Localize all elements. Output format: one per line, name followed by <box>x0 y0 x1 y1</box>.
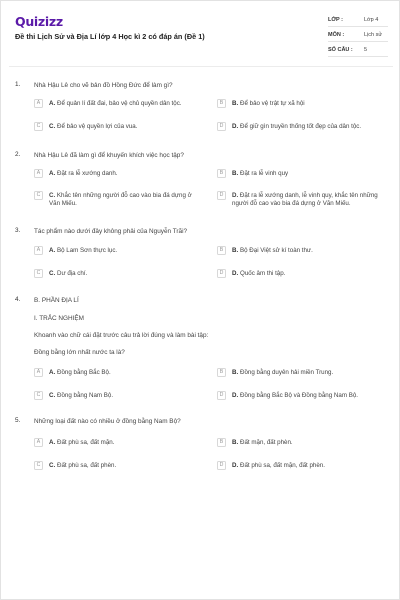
option-text: Đất phù sa, đất mặn. <box>57 439 115 446</box>
option-letter: A. <box>49 100 56 107</box>
option-box: A <box>34 438 43 447</box>
instruction-text: Khoanh vào chữ cái đặt trước câu trả lời đúng và làm bài tập: <box>34 332 209 339</box>
option-letter: D. <box>232 270 239 277</box>
option-letter: A. <box>49 369 56 376</box>
option-text: Bộ Đại Việt sử kí toàn thư. <box>240 247 313 254</box>
option-text-body: Khắc tên những người đỗ cao vào bia đá dựng ở Văn Miếu. <box>49 192 192 207</box>
option-letter: A. <box>49 170 56 177</box>
meta-count-line <box>328 56 388 57</box>
worksheet-title: Đề thi Lịch Sử và Địa Lí lớp 4 Học kì 2 có đáp án (Đề 1) <box>15 32 205 41</box>
option-box: B <box>217 246 226 255</box>
question-text: Những loại đất nào có nhiều ở đồng bằng Nam Bộ? <box>34 418 181 425</box>
section-subheading: I. TRẮC NGHIỆM <box>34 315 84 322</box>
question-number: 1. <box>15 81 21 88</box>
meta-subject-label: MÔN : <box>328 32 345 38</box>
option-letter: A. <box>49 439 56 446</box>
option-box: D <box>217 461 226 470</box>
option-box: B <box>217 368 226 377</box>
question-number: 5. <box>15 417 21 424</box>
option-text: Để quản lí đất đai, bảo vệ chủ quyền dân tộc. <box>57 100 182 107</box>
option-letter: D. <box>232 462 239 469</box>
option-text <box>49 192 199 208</box>
section-heading: B. PHẦN ĐỊA LÍ <box>34 297 79 304</box>
option-text: Dư địa chí. <box>57 270 88 277</box>
option-box: C <box>34 461 43 470</box>
option-letter: B. <box>232 439 239 446</box>
option-text: Đất phù sa, đất phèn. <box>57 462 117 469</box>
header-divider <box>9 66 393 67</box>
meta-class-value: Lớp 4 <box>364 17 379 23</box>
option-letter: B. <box>232 247 239 254</box>
option-box: B <box>217 169 226 178</box>
option-text: Đất phù sa, đất mặn, đất phèn. <box>240 462 325 469</box>
option-text: Đồng bằng Bắc Bộ và Đồng bằng Nam Bộ. <box>240 392 358 399</box>
option-text: Quốc âm thi tập. <box>240 270 286 277</box>
option-text: Đất mặn, đất phèn. <box>240 439 293 446</box>
quizizz-logo: Quizizz <box>15 14 63 29</box>
option-box: C <box>34 191 43 200</box>
meta-count-value: 5 <box>364 47 368 53</box>
option-letter: B. <box>232 100 239 107</box>
option-text: Đặt ra lễ vinh quy <box>240 170 289 177</box>
option-box: A <box>34 99 43 108</box>
option-box: D <box>217 391 226 400</box>
question-number: 3. <box>15 227 21 234</box>
option-text-body: Đặt ra lễ xướng danh, lễ vinh quy, khắc tên những người đỗ cao vào bia đá dựng ở Văn Miếu. <box>232 192 378 207</box>
meta-class-label: LỚP : <box>328 17 343 23</box>
option-text <box>232 192 392 208</box>
option-box: C <box>34 269 43 278</box>
option-box: D <box>217 191 226 200</box>
option-letter: A. <box>49 247 56 254</box>
option-box: D <box>217 269 226 278</box>
question-text: Tác phẩm nào dưới đây không phải của Nguyễn Trãi? <box>34 228 188 235</box>
option-text: Bộ Lam Sơn thực lục. <box>57 247 118 254</box>
option-letter: C. <box>49 123 56 130</box>
option-box: C <box>34 391 43 400</box>
option-letter: D. <box>232 192 239 199</box>
option-letter: B. <box>232 369 239 376</box>
option-text: Đồng bằng Bắc Bộ. <box>57 369 111 376</box>
option-text: Để giữ gìn truyền thống tốt đẹp của dân tộc. <box>240 123 362 130</box>
option-box: A <box>34 246 43 255</box>
option-text: Đồng bằng duyên hải miền Trung. <box>240 369 334 376</box>
option-letter: B. <box>232 170 239 177</box>
option-text: Để bảo vệ trật tự xã hội <box>240 100 305 107</box>
option-box: B <box>217 99 226 108</box>
option-letter: C. <box>49 392 56 399</box>
meta-subject-value: Lịch sử <box>364 32 383 38</box>
option-letter: C. <box>49 462 56 469</box>
question-text: Nhà Hậu Lê cho vẽ bản đồ Hồng Đức để làm gì? <box>34 82 173 89</box>
option-box: D <box>217 122 226 131</box>
option-letter: D. <box>232 123 239 130</box>
option-letter: C. <box>49 192 56 199</box>
meta-class-line <box>328 26 388 27</box>
option-box: C <box>34 122 43 131</box>
question-number: 4. <box>15 296 21 303</box>
question-text: Đồng bằng lớn nhất nước ta là? <box>34 349 125 356</box>
option-letter: C. <box>49 270 56 277</box>
question-number: 2. <box>15 151 21 158</box>
option-text: Để bảo vệ quyền lợi của vua. <box>57 123 138 130</box>
option-text: Đặt ra lễ xướng danh. <box>57 170 118 177</box>
question-text: Nhà Hậu Lê đã làm gì để khuyến khích việc học tập? <box>34 152 184 159</box>
option-box: B <box>217 438 226 447</box>
meta-subject-line <box>328 41 388 42</box>
option-box: A <box>34 169 43 178</box>
option-letter: D. <box>232 392 239 399</box>
option-text: Đồng bằng Nam Bộ. <box>57 392 114 399</box>
option-box: A <box>34 368 43 377</box>
meta-count-label: SỐ CÂU : <box>328 47 353 53</box>
